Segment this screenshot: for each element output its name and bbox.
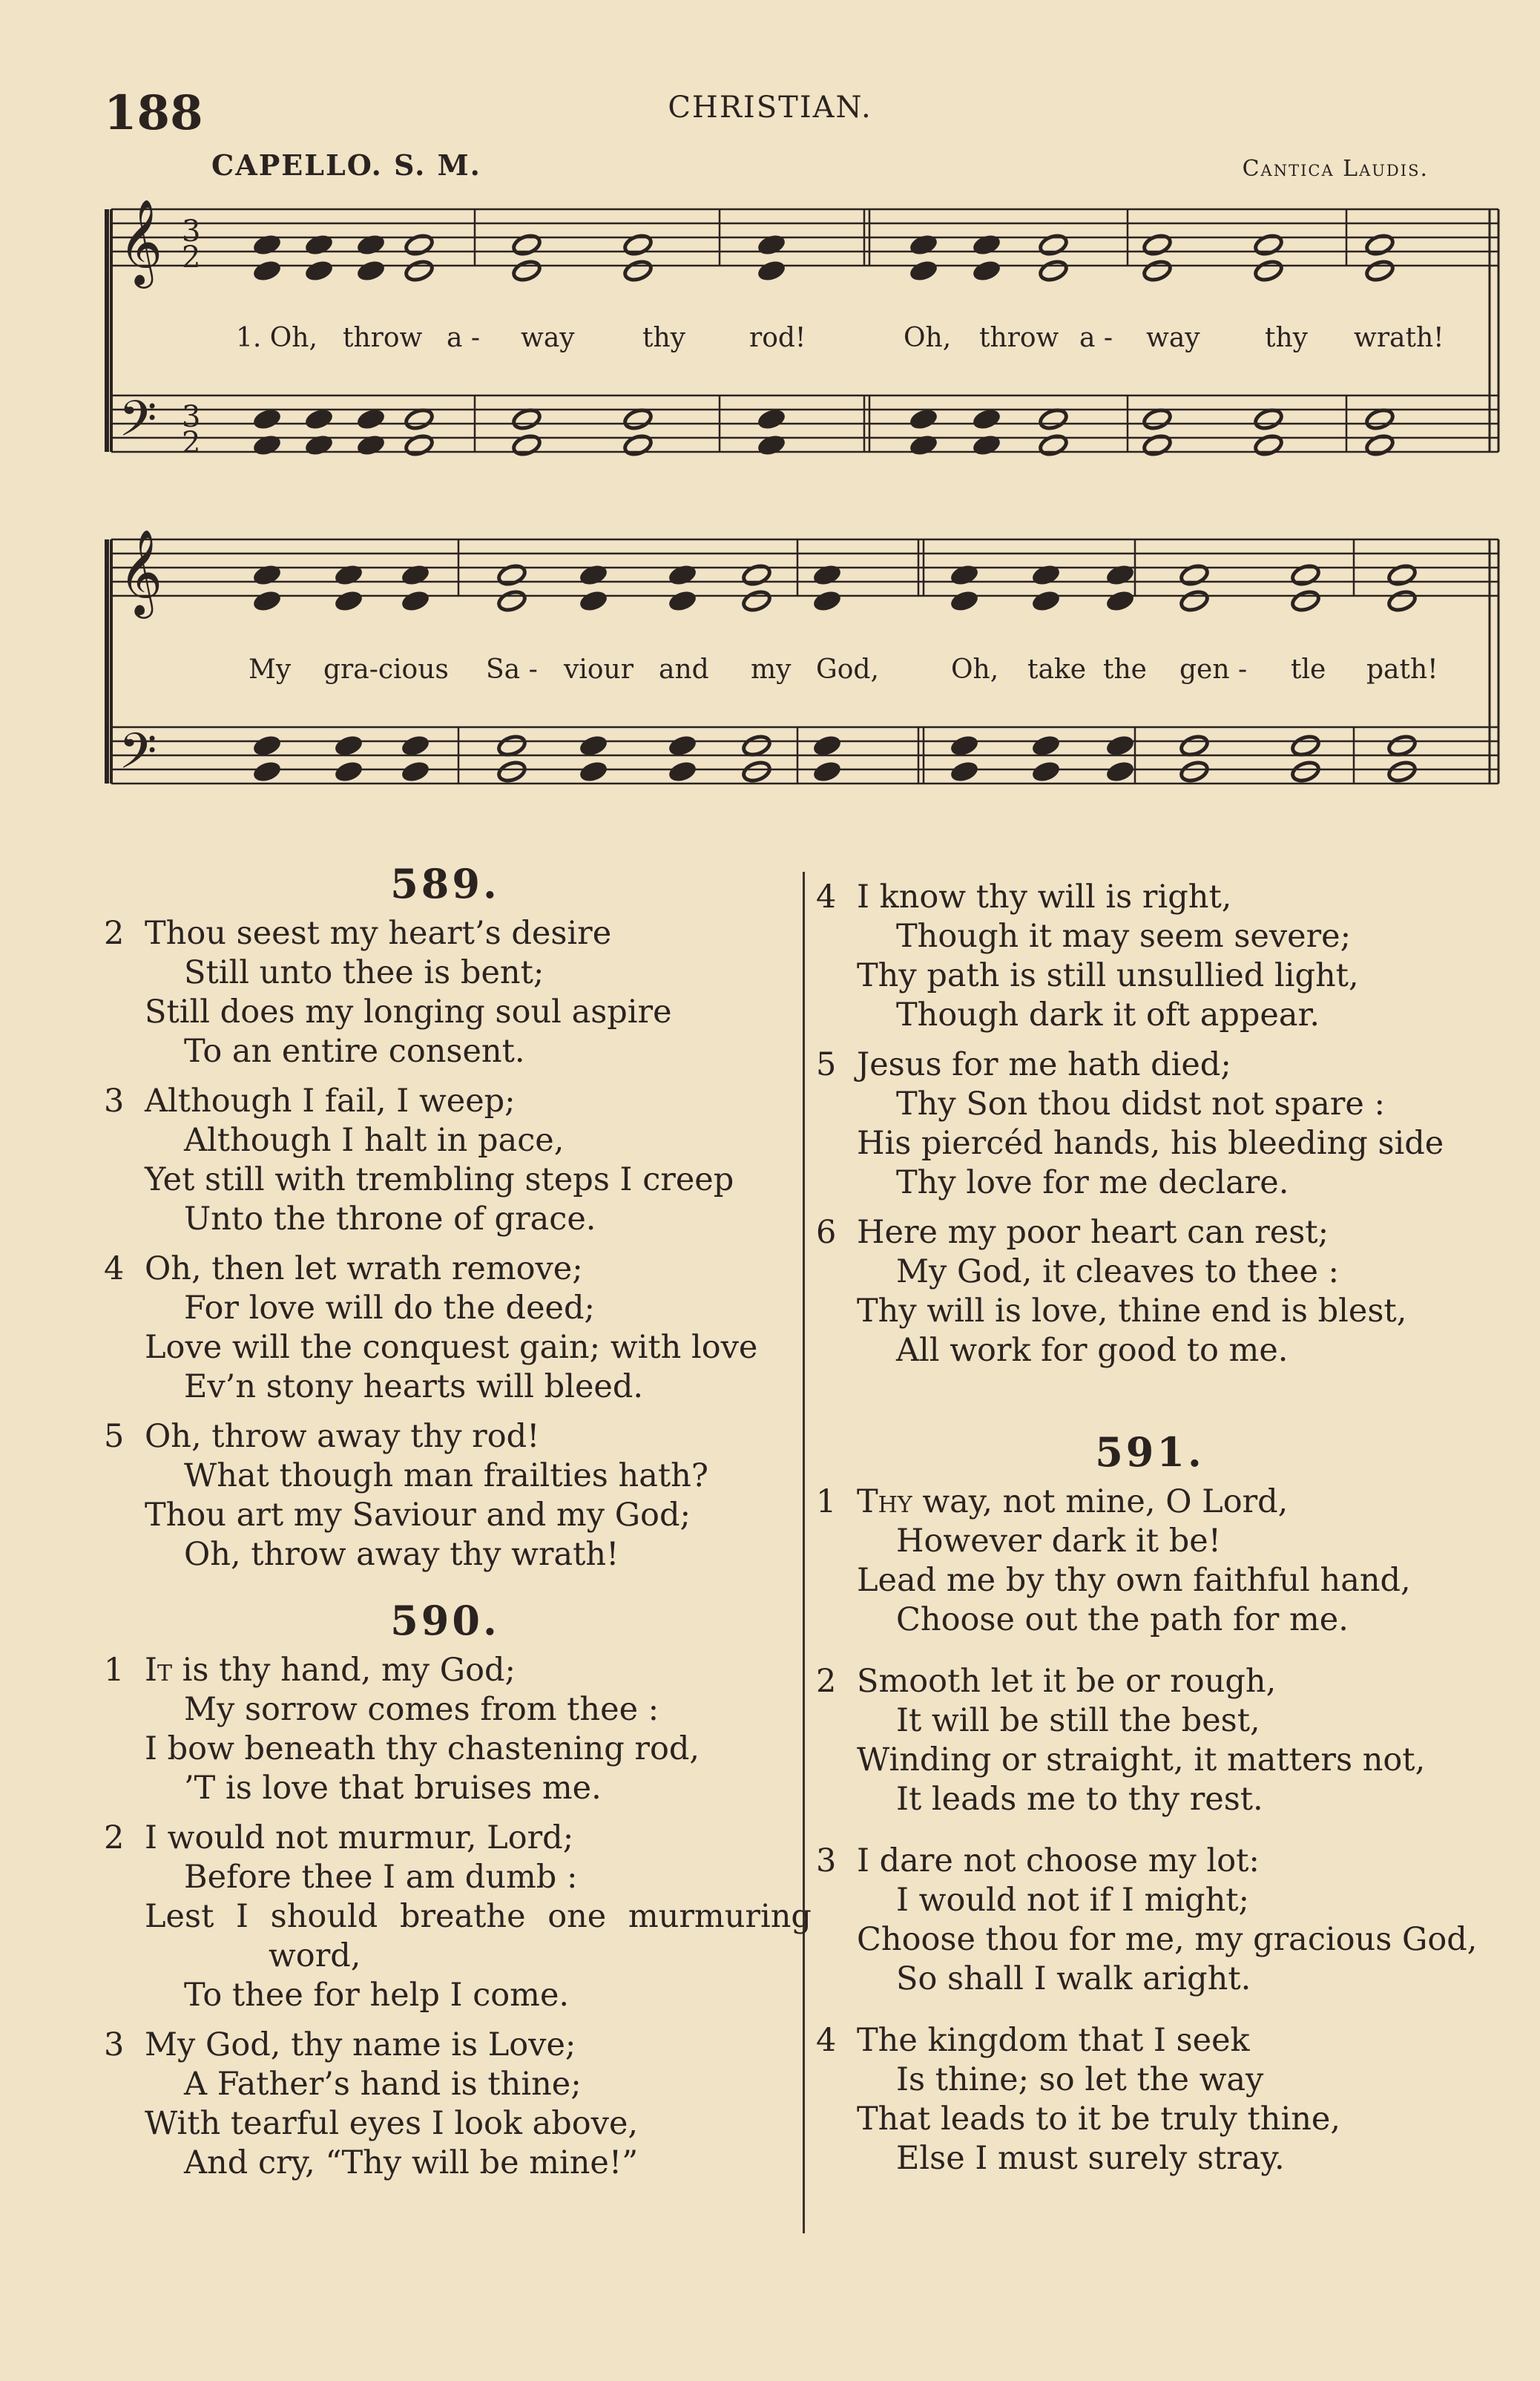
lyric-word: Oh, — [904, 323, 952, 353]
note-head — [303, 407, 334, 432]
note-head — [971, 407, 1001, 432]
music-score — [0, 0, 1540, 831]
verse-line: Thou seest my heart’s desire — [145, 915, 612, 952]
stanza-number: 5 — [816, 1046, 837, 1083]
note-head — [578, 760, 608, 784]
note-head — [1364, 233, 1395, 257]
verse-line: I would not if I might; — [896, 1882, 1250, 1919]
music-glyph: 3 — [182, 400, 201, 434]
note-head — [949, 563, 979, 588]
stanza — [104, 1819, 812, 2015]
note-head — [1105, 734, 1135, 758]
lyric-word: throw — [343, 323, 423, 353]
stanza — [816, 1842, 1484, 1999]
note-head — [971, 233, 1001, 257]
note-head — [1179, 563, 1209, 588]
note-head — [1179, 760, 1209, 784]
note-head — [355, 407, 386, 432]
stanza — [816, 1662, 1484, 1819]
verse-line: Yet still with trembling steps I creep — [145, 1161, 734, 1198]
stanza — [816, 878, 1484, 1035]
verse-line: Before thee I am dumb : — [184, 1859, 578, 1896]
note-head — [971, 433, 1001, 458]
verse-line: Though dark it oft appear. — [896, 996, 1320, 1034]
stanza — [104, 2026, 786, 2183]
note-head — [1105, 563, 1135, 588]
lyric-word: My — [249, 654, 292, 685]
note-head — [400, 589, 430, 614]
hymn-number: 589. — [390, 860, 500, 907]
verse-line-rest: is thy hand, my God; — [172, 1652, 516, 1689]
stanza-number: 1 — [104, 1652, 125, 1689]
verse-line: His piercéd hands, his bleeding side — [857, 1125, 1444, 1162]
verse-line: A Father’s hand is thine; — [184, 2066, 582, 2103]
note-head — [1290, 563, 1320, 588]
note-head — [741, 563, 771, 588]
column-divider — [803, 872, 805, 2233]
note-head — [251, 407, 282, 432]
verse-line: Jesus for me hath died; — [857, 1046, 1231, 1083]
verse-line: My sorrow comes from thee : — [184, 1691, 659, 1728]
running-title: CHRISTIAN. — [668, 91, 872, 125]
lyric-word: Sa - — [486, 654, 538, 685]
verse-line: Ev’n stony hearts will bleed. — [184, 1368, 644, 1405]
note-head — [1179, 589, 1209, 614]
verse-line: Lead me by thy own faithful hand, — [857, 1562, 1411, 1599]
verse-line: Thou art my Saviour and my God; — [145, 1497, 691, 1534]
note-head — [303, 233, 334, 257]
note-head — [1142, 433, 1172, 458]
stanza — [104, 914, 786, 1071]
lyric-word: take — [1027, 654, 1087, 685]
note-head — [1364, 407, 1395, 432]
verse-line: With tearful eyes I look above, — [145, 2105, 639, 2142]
music-glyph: 𝄞 — [119, 528, 163, 615]
note-head — [1290, 734, 1320, 758]
note-head — [303, 259, 334, 283]
note-head — [812, 734, 842, 758]
note-head — [404, 433, 434, 458]
note-head — [1253, 433, 1283, 458]
lyric-word: wrath! — [1354, 323, 1444, 353]
verse-line: Although I fail, I weep; — [145, 1083, 516, 1120]
note-head — [741, 734, 771, 758]
verse-line: Choose out the path for me. — [896, 1601, 1349, 1638]
note-head — [355, 259, 386, 283]
note-head — [1364, 259, 1395, 283]
lyric-word: viour — [564, 654, 634, 685]
note-head — [496, 563, 527, 588]
note-head — [1030, 589, 1061, 614]
verse-line: Here my poor heart can rest; — [857, 1214, 1329, 1251]
music-glyph: 2 — [182, 240, 201, 275]
lyric-word: thy — [642, 323, 685, 353]
verse-line: Else I must surely stray. — [896, 2140, 1285, 2177]
stanza — [816, 1482, 1484, 1640]
music-glyph: 𝄢 — [119, 390, 157, 459]
lyric-word: gen - — [1179, 654, 1248, 685]
note-head — [251, 259, 282, 283]
verse-line: Although I halt in pace, — [184, 1122, 565, 1159]
note-head — [496, 734, 527, 758]
note-head — [400, 563, 430, 588]
note-head — [333, 589, 363, 614]
note-head — [667, 734, 697, 758]
stanza-number: 6 — [816, 1214, 837, 1251]
lyric-word: path! — [1366, 654, 1438, 685]
lyric-word: God, — [816, 654, 879, 685]
note-head — [1386, 563, 1417, 588]
note-head — [908, 233, 938, 257]
note-head — [333, 734, 363, 758]
note-head — [251, 734, 282, 758]
note-head — [1105, 760, 1135, 784]
note-head — [667, 589, 697, 614]
note-head — [333, 760, 363, 784]
note-head — [622, 259, 653, 283]
stanza-number: 4 — [816, 2022, 837, 2059]
lyric-word: gra-cious — [323, 654, 449, 685]
note-head — [496, 760, 527, 784]
note-head — [404, 407, 434, 432]
note-head — [1386, 589, 1417, 614]
note-head — [908, 259, 938, 283]
note-head — [303, 433, 334, 458]
note-head — [1030, 563, 1061, 588]
note-head — [1364, 433, 1395, 458]
verse-first-word: Thy — [857, 1483, 912, 1520]
verse-line: My God, thy name is Love; — [145, 2026, 576, 2063]
stanza-number: 4 — [104, 1250, 125, 1287]
note-head — [578, 563, 608, 588]
note-head — [1142, 407, 1172, 432]
stanza-number: 5 — [104, 1418, 125, 1455]
verse-line: Still unto thee is bent; — [184, 954, 544, 991]
note-head — [1030, 734, 1061, 758]
note-head — [812, 760, 842, 784]
verse-line: Love will the conquest gain; with love — [145, 1329, 758, 1366]
verse-line: It will be still the best, — [896, 1702, 1260, 1739]
hymn-number: 591. — [1095, 1428, 1205, 1476]
lyric-word: rod! — [749, 323, 806, 353]
lyric-word: way — [521, 323, 575, 353]
note-head — [511, 233, 542, 257]
note-head — [355, 233, 386, 257]
verse-line: Though it may seem severe; — [896, 918, 1352, 955]
verse-line: Thy path is still unsullied light, — [857, 957, 1359, 994]
stanza-number: 2 — [104, 1819, 125, 1856]
note-head — [1038, 259, 1068, 283]
stanza — [816, 1213, 1484, 1370]
note-head — [511, 407, 542, 432]
stanza-number: 3 — [816, 1842, 837, 1879]
verse-line: word, — [269, 1937, 361, 1974]
tune-name: CAPELLO. S. M. — [211, 148, 481, 182]
note-head — [1030, 760, 1061, 784]
verse-line: Still does my longing soul aspire — [145, 994, 672, 1031]
verse-line: Is thine; so let the way — [896, 2061, 1264, 2098]
note-head — [1253, 233, 1283, 257]
note-head — [667, 563, 697, 588]
stanza-number: 2 — [816, 1663, 837, 1700]
note-head — [251, 589, 282, 614]
note-head — [667, 760, 697, 784]
note-head — [756, 407, 786, 432]
note-head — [1105, 589, 1135, 614]
music-glyph: 2 — [182, 426, 201, 460]
note-head — [971, 259, 1001, 283]
lyric-word: throw — [979, 323, 1059, 353]
note-head — [949, 760, 979, 784]
verse-line: Thy Son thou didst not spare : — [896, 1086, 1386, 1123]
note-head — [1038, 407, 1068, 432]
verse-line: Smooth let it be or rough, — [857, 1663, 1277, 1700]
note-head — [949, 734, 979, 758]
note-head — [756, 259, 786, 283]
verse-line: That leads to it be truly thine, — [857, 2101, 1341, 2138]
note-head — [908, 433, 938, 458]
verse-line: Lest I should breathe one murmuring — [145, 1898, 812, 1935]
page-number: 188 — [104, 85, 203, 141]
verse-line: Oh, throw away thy rod! — [145, 1418, 540, 1455]
verse-line: What though man frailties hath? — [184, 1457, 708, 1494]
verse-line: Winding or straight, it matters not, — [857, 1741, 1426, 1779]
note-head — [812, 563, 842, 588]
note-head — [622, 433, 653, 458]
verse-line: My God, it cleaves to thee : — [896, 1253, 1340, 1290]
hymn-number: 590. — [390, 1597, 500, 1644]
verse-line: Unto the throne of grace. — [184, 1201, 596, 1238]
note-head — [1142, 259, 1172, 283]
stanza-number: 1 — [816, 1483, 837, 1520]
note-head — [251, 433, 282, 458]
verse-line: I know thy will is right, — [857, 878, 1232, 916]
note-head — [1179, 734, 1209, 758]
lyric-word: my — [751, 654, 792, 685]
lyric-word: thy — [1265, 323, 1308, 353]
verse-line: For love will do the deed; — [184, 1290, 595, 1327]
stanza-number: 3 — [104, 1083, 125, 1120]
stanza-number: 3 — [104, 2026, 125, 2063]
lyric-word: Oh, — [951, 654, 999, 685]
note-head — [578, 589, 608, 614]
note-head — [511, 259, 542, 283]
note-head — [741, 589, 771, 614]
note-head — [741, 760, 771, 784]
note-head — [251, 760, 282, 784]
lyric-word: and — [659, 654, 709, 685]
music-glyph: 3 — [182, 214, 201, 249]
note-head — [511, 433, 542, 458]
note-head — [622, 407, 653, 432]
stanza — [104, 1082, 786, 1239]
note-head — [496, 589, 527, 614]
verse-line: And cry, “Thy will be mine!” — [184, 2144, 639, 2181]
verse-line: Choose thou for me, my gracious God, — [857, 1921, 1478, 1958]
note-head — [333, 563, 363, 588]
note-head — [400, 760, 430, 784]
verse-line: I bow beneath thy chastening rod, — [145, 1730, 700, 1767]
note-head — [1142, 233, 1172, 257]
note-head — [812, 589, 842, 614]
lyric-word: 1. Oh, — [236, 323, 317, 353]
stanza — [104, 1417, 786, 1574]
verse-line: To an entire consent. — [184, 1033, 525, 1070]
verse-line: The kingdom that I seek — [857, 2022, 1250, 2059]
note-head — [949, 589, 979, 614]
note-head — [404, 233, 434, 257]
verse-line: It leads me to thy rest. — [896, 1781, 1263, 1818]
note-head — [355, 433, 386, 458]
stanza-number: 4 — [816, 878, 837, 916]
note-head — [400, 734, 430, 758]
verse-line: ’T is love that bruises me. — [184, 1770, 602, 1807]
verse-line: Oh, then let wrath remove; — [145, 1250, 583, 1287]
verse-first-word: It — [145, 1652, 172, 1689]
note-head — [251, 233, 282, 257]
left-column — [104, 860, 812, 2193]
stanza — [104, 1249, 786, 1407]
stanza — [816, 2021, 1484, 2178]
note-head — [1386, 760, 1417, 784]
lyric-word: a - — [447, 323, 481, 353]
note-head — [1253, 259, 1283, 283]
verse-line: So shall I walk aright. — [896, 1960, 1251, 1997]
verse-line: Thy love for me declare. — [896, 1164, 1289, 1201]
verse-line — [104, 1651, 786, 1690]
note-head — [1290, 760, 1320, 784]
note-head — [1038, 433, 1068, 458]
lyric-word: a - — [1079, 323, 1113, 353]
note-head — [1038, 233, 1068, 257]
note-head — [756, 433, 786, 458]
note-head — [251, 563, 282, 588]
music-glyph: 𝄢 — [119, 723, 157, 792]
stanza — [816, 1045, 1484, 1203]
note-head — [622, 233, 653, 257]
note-head — [1290, 589, 1320, 614]
verse-line: I dare not choose my lot: — [857, 1842, 1260, 1879]
verse-line: However dark it be! — [896, 1523, 1221, 1560]
music-glyph: 𝄞 — [119, 198, 163, 285]
verse-line: To thee for help I come. — [184, 1977, 570, 2014]
lyric-word: way — [1146, 323, 1200, 353]
verse-line: All work for good to me. — [896, 1332, 1289, 1369]
verse-line: Thy will is love, thine end is blest, — [857, 1293, 1407, 1330]
note-head — [404, 259, 434, 283]
note-head — [908, 407, 938, 432]
note-head — [756, 233, 786, 257]
stanza — [104, 1651, 786, 1808]
verse-line: I would not murmur, Lord; — [145, 1819, 574, 1856]
verse-line-rest: way, not mine, O Lord, — [912, 1483, 1289, 1520]
stanza-number: 2 — [104, 915, 125, 952]
lyric-word: tle — [1291, 654, 1326, 685]
note-head — [1253, 407, 1283, 432]
verse-line: Oh, throw away thy wrath! — [184, 1536, 619, 1573]
lyric-word: the — [1103, 654, 1147, 685]
right-column — [816, 878, 1484, 2189]
note-head — [1386, 734, 1417, 758]
note-head — [578, 734, 608, 758]
tune-source: Cantica Laudis. — [1242, 156, 1429, 182]
verse-line — [816, 1482, 1484, 1522]
